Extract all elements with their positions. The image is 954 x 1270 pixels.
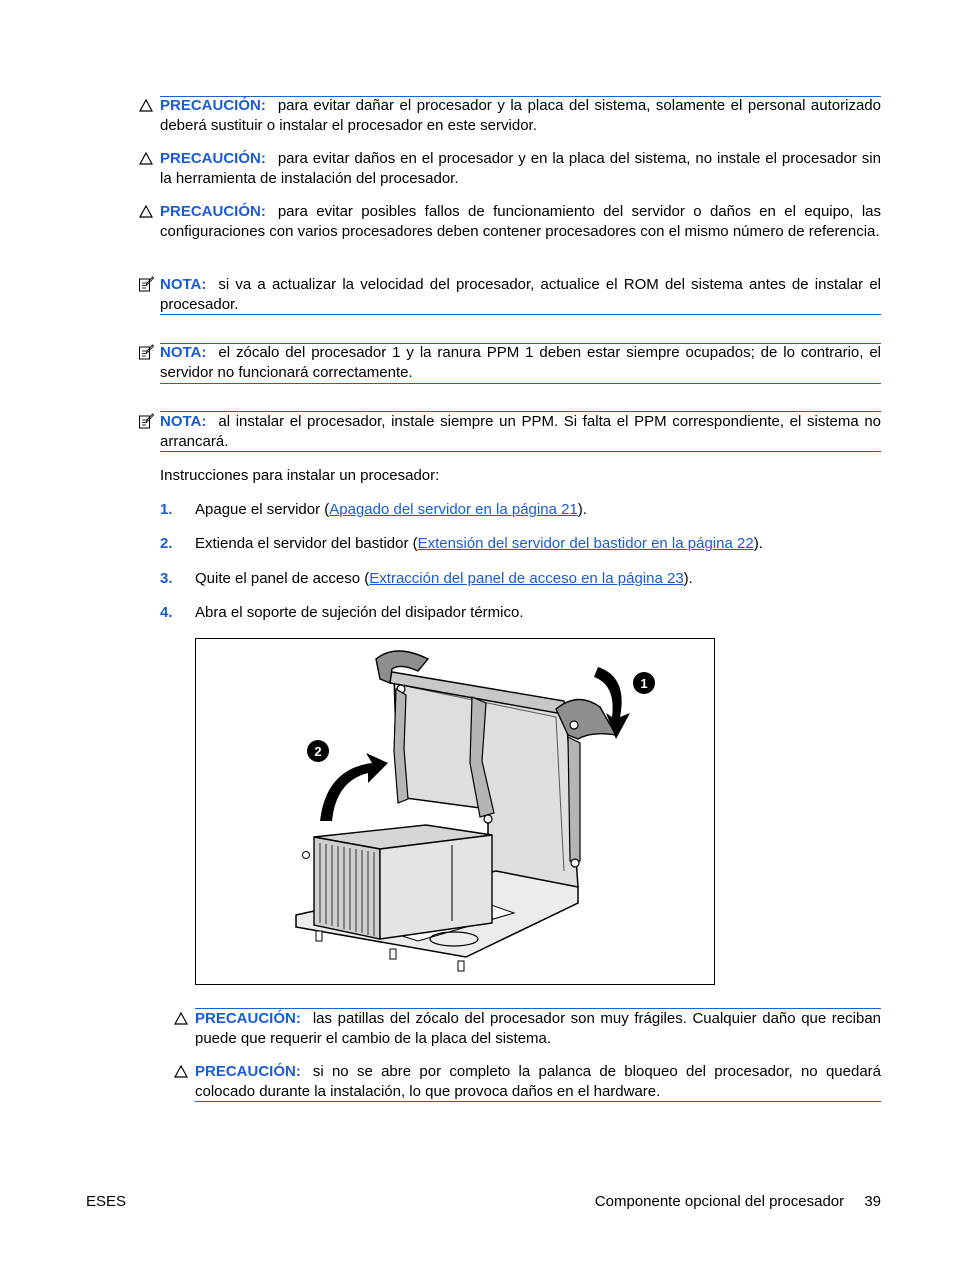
callout-2: 2 (314, 744, 322, 759)
callout-1: 1 (640, 676, 648, 691)
step-text: Extienda el servidor del bastidor ( (195, 535, 418, 552)
step-number: 3. (160, 570, 173, 587)
arrow-2 (320, 753, 388, 821)
caution-text: las patillas del zócalo del procesador son muy frágiles. Cualquier daño que reciban puede que requerir el cambio de la placa del sistema. (195, 1010, 881, 1047)
step-number: 4. (160, 604, 173, 621)
note-text: si va a actualizar la velocidad del procesador, actualice el ROM del sistema antes de instalar el procesador. (160, 276, 881, 313)
page-number: 39 (864, 1193, 881, 1210)
step-link-extension[interactable]: Extensión del servidor del bastidor en la página 22 (417, 535, 754, 552)
step-link-extraccion[interactable]: Extracción del panel de acceso en la página 23 (369, 570, 684, 587)
step-number: 1. (160, 501, 173, 518)
note-text: al instalar el procesador, instale siempre un PPM. Si falta el PPM correspondiente, el sistema no arrancará. (160, 413, 881, 450)
caution-label: PRECAUCIÓN: (195, 1063, 301, 1080)
note-rule (160, 314, 881, 315)
note-rule (160, 451, 881, 452)
note-pencil-icon (138, 276, 154, 292)
caution-triangle-icon (138, 97, 154, 113)
footer-section-title: Componente opcional del procesador (594, 1193, 845, 1210)
note-label: NOTA: (160, 344, 207, 361)
step-text-end: ). (577, 501, 587, 518)
caution-label: PRECAUCIÓN: (160, 97, 266, 114)
note-pencil-icon (138, 344, 154, 360)
heatsink-bracket-illustration (196, 639, 714, 984)
step-text-end: ). (753, 535, 763, 552)
step-text: Apague el servidor ( (195, 501, 330, 518)
note-label: NOTA: (160, 276, 207, 293)
heatsink-bracket-figure (195, 638, 715, 985)
caution-text: para evitar dañar el procesador y la placa del sistema, solamente el personal autorizado deberá sustituir o instalar el procesador en este servidor. (160, 97, 881, 134)
footer-left: ESES (86, 1193, 127, 1210)
intro-text: Instrucciones para instalar un procesador: (160, 467, 440, 484)
caution-text: para evitar daños en el procesador y en la placa del sistema, no instale el procesador sin la herramienta de instalación del procesador. (160, 150, 881, 187)
caution-label: PRECAUCIÓN: (160, 150, 266, 167)
caution-triangle-icon (173, 1010, 189, 1026)
caution-label: PRECAUCIÓN: (195, 1010, 301, 1027)
caution-triangle-icon (138, 203, 154, 219)
caution-text: si no se abre por completo la palanca de bloqueo del procesador, no quedará colocado durante la instalación, lo que provoca daños en el hardware. (195, 1063, 881, 1100)
note-pencil-icon (138, 413, 154, 429)
caution-bottom-rule (195, 1101, 881, 1102)
note-label: NOTA: (160, 413, 207, 430)
step-text: Quite el panel de acceso ( (195, 570, 370, 587)
caution-label: PRECAUCIÓN: (160, 203, 266, 220)
caution-triangle-icon (138, 150, 154, 166)
footer-right (595, 1192, 881, 1212)
note-text: el zócalo del procesador 1 y la ranura PPM 1 deben estar siempre ocupados; de lo contrario, el servidor no funcionará correctamente. (160, 344, 881, 381)
step-number: 2. (160, 535, 173, 552)
note-rule (160, 383, 881, 384)
step-text-end: ). (683, 570, 693, 587)
caution-triangle-icon (173, 1063, 189, 1079)
caution-text: para evitar posibles fallos de funcionamiento del servidor o daños en el equipo, las configuraciones con varios procesadores deben contener procesadores con el mismo número de referencia. (160, 203, 881, 240)
step-link-apagado[interactable]: Apagado del servidor en la página 21 (329, 501, 578, 518)
step-text: Abra el soporte de sujeción del disipador térmico. (195, 604, 524, 621)
heatsink-body (314, 837, 380, 939)
